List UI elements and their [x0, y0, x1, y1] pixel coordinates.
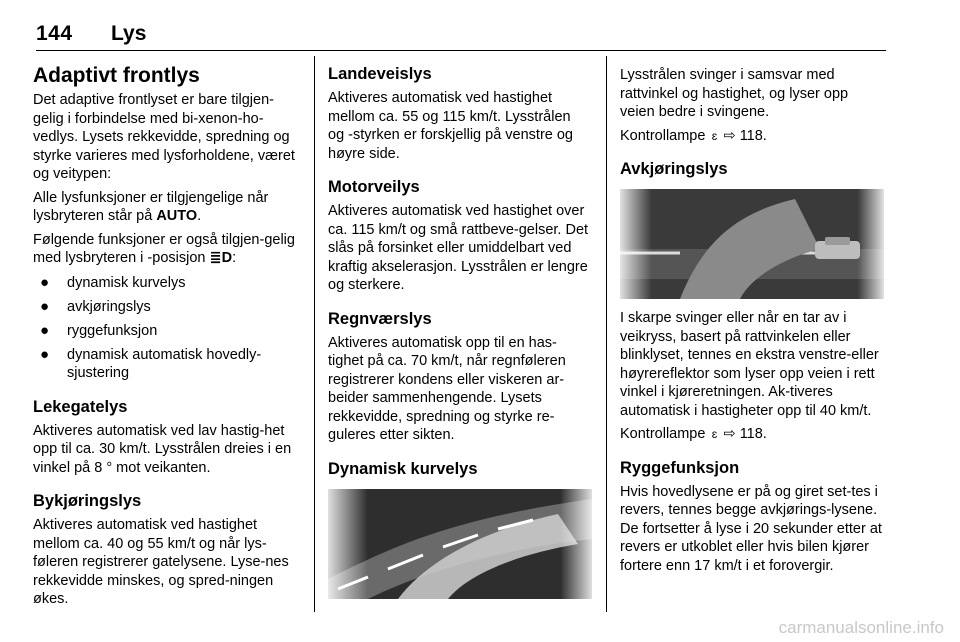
low-beam-symbol-icon: ≣D	[209, 250, 233, 266]
list-item: ● dynamisk automatisk hovedly-sjustering	[40, 345, 262, 381]
heading-lekegatelys: Lekegatelys	[33, 397, 128, 416]
page-reference-arrow-icon: ⇨	[723, 426, 736, 442]
page-reference-arrow-icon: ⇨	[723, 127, 736, 144]
heading-ryggefunksjon: Ryggefunksjon	[620, 458, 740, 477]
watermark: carmanualsonline.info	[778, 618, 944, 637]
function-list	[33, 274, 303, 383]
column-left	[33, 56, 303, 614]
regnvaerslys-paragraph: Aktiveres automatisk opp til en has-tighet på ca. 70 km/t, når regnføleren registrerer kondens eller viskeren ar-beider sammenhengende. Lysets rekkevidde, spredning og styrke re-guleres etter sikten.	[328, 334, 566, 443]
landeveislys-paragraph: Aktiveres automatisk ved hastighet mellom ca. 55 og 115 km/t. Lysstrålen og -styrken er forskjellig på venstre og høyre side.	[328, 90, 573, 162]
ryggefunksjon-paragraph: Hvis hovedlysene er på og giret set-tes i revers, tennes begge avkjørings-lysene. De fortsetter å lyse i 20 sekunder etter at revers er utkoblet eller hvis bilen kjører fortere enn 17 km/t i et forovergir.	[620, 483, 882, 574]
bullet-icon: ●	[40, 345, 50, 363]
heading-adaptive-headlights: Adaptivt frontlys	[33, 64, 200, 87]
motorveilys-paragraph: Aktiveres automatisk ved hastighet over ca. 115 km/t og små rattbeve-gelser. Det slås på forsinket eller umiddelbart ved kraftig akselerasjon. Lysstrålen er lengre og sterkere.	[328, 203, 589, 293]
heading-landeveislys: Landeveislys	[328, 65, 432, 83]
heading-dynamisk-kurvelys: Dynamisk kurvelys	[328, 459, 478, 478]
list-item: ● dynamisk kurvelys	[40, 273, 186, 291]
kontrollampe-reference: Kontrollampe ɛ ⇨ 118.	[620, 426, 767, 442]
page-number: 144	[36, 22, 73, 45]
sving-paragraph: Lysstrålen svinger i samsvar med rattvinkel og hastighet, og lyser opp veien bedre i svingene.	[620, 67, 849, 120]
heading-avkjoringslys: Avkjøringslys	[620, 160, 728, 178]
kontrollampe-reference: Kontrollampe ɛ ⇨ 118.	[620, 127, 767, 144]
lekegatelys-paragraph: Aktiveres automatisk ved lav hastig-het opp til ca. 30 km/t. Lysstrålen dreies i en vinkel på 8 ° mot veikanten.	[33, 422, 292, 476]
following-paragraph: Følgende funksjoner er også tilgjen-gelig med lysbryteren i -posisjon ≣D:	[33, 231, 295, 266]
list-item: ● ryggefunksjon	[40, 321, 158, 339]
headlight-lamp-icon: ɛ	[711, 128, 718, 143]
bullet-icon: ●	[40, 297, 50, 315]
column-divider	[606, 56, 607, 612]
list-item: ● avkjøringslys	[40, 297, 151, 315]
headlight-lamp-icon: ɛ	[711, 427, 718, 441]
page-header	[36, 22, 886, 46]
curve-light-illustration	[328, 489, 592, 599]
bullet-icon: ●	[40, 321, 50, 339]
heading-motorveilys: Motorveilys	[328, 178, 420, 196]
all-functions-paragraph: Alle lysfunksjoner er tilgjengelige når lysbryteren står på AUTO.	[33, 189, 269, 224]
column-middle	[328, 56, 590, 609]
section-title: Lys	[111, 22, 147, 45]
auto-label: AUTO	[156, 208, 198, 224]
cornering-light-illustration	[620, 189, 884, 299]
heading-regnvaerslys: Regnværslys	[328, 309, 432, 328]
column-divider	[314, 56, 315, 612]
column-right	[620, 56, 886, 580]
bykjoringslys-paragraph: Aktiveres automatisk ved hastighet mellom ca. 40 og 55 km/t og når lys-føleren registrerer gatelysene. Lyse-nes rekkevidde minskes, og spred-ningen økes.	[33, 517, 289, 607]
intro-paragraph: Det adaptive frontlyset er bare tilgjen-gelig i forbindelse med bi-xenon-ho-vedlys. Lysets rekkevidde, spredning og styrke varieres med lysforholdene, været og veitypen:	[33, 92, 295, 182]
header-rule	[36, 50, 886, 51]
bullet-icon: ●	[40, 273, 50, 291]
avkjoringslys-paragraph: I skarpe svinger eller når en tar av i veikryss, basert på rattvinkelen eller blinklyset, tennes en ekstra venstre-eller høyrereflektor som lyser opp veien i rett vinkel i kjøreretningen. Ak-tiveres automatisk i hastigheter opp til 40 km/t.	[620, 310, 879, 419]
heading-bykjoringslys: Bykjøringslys	[33, 492, 142, 510]
